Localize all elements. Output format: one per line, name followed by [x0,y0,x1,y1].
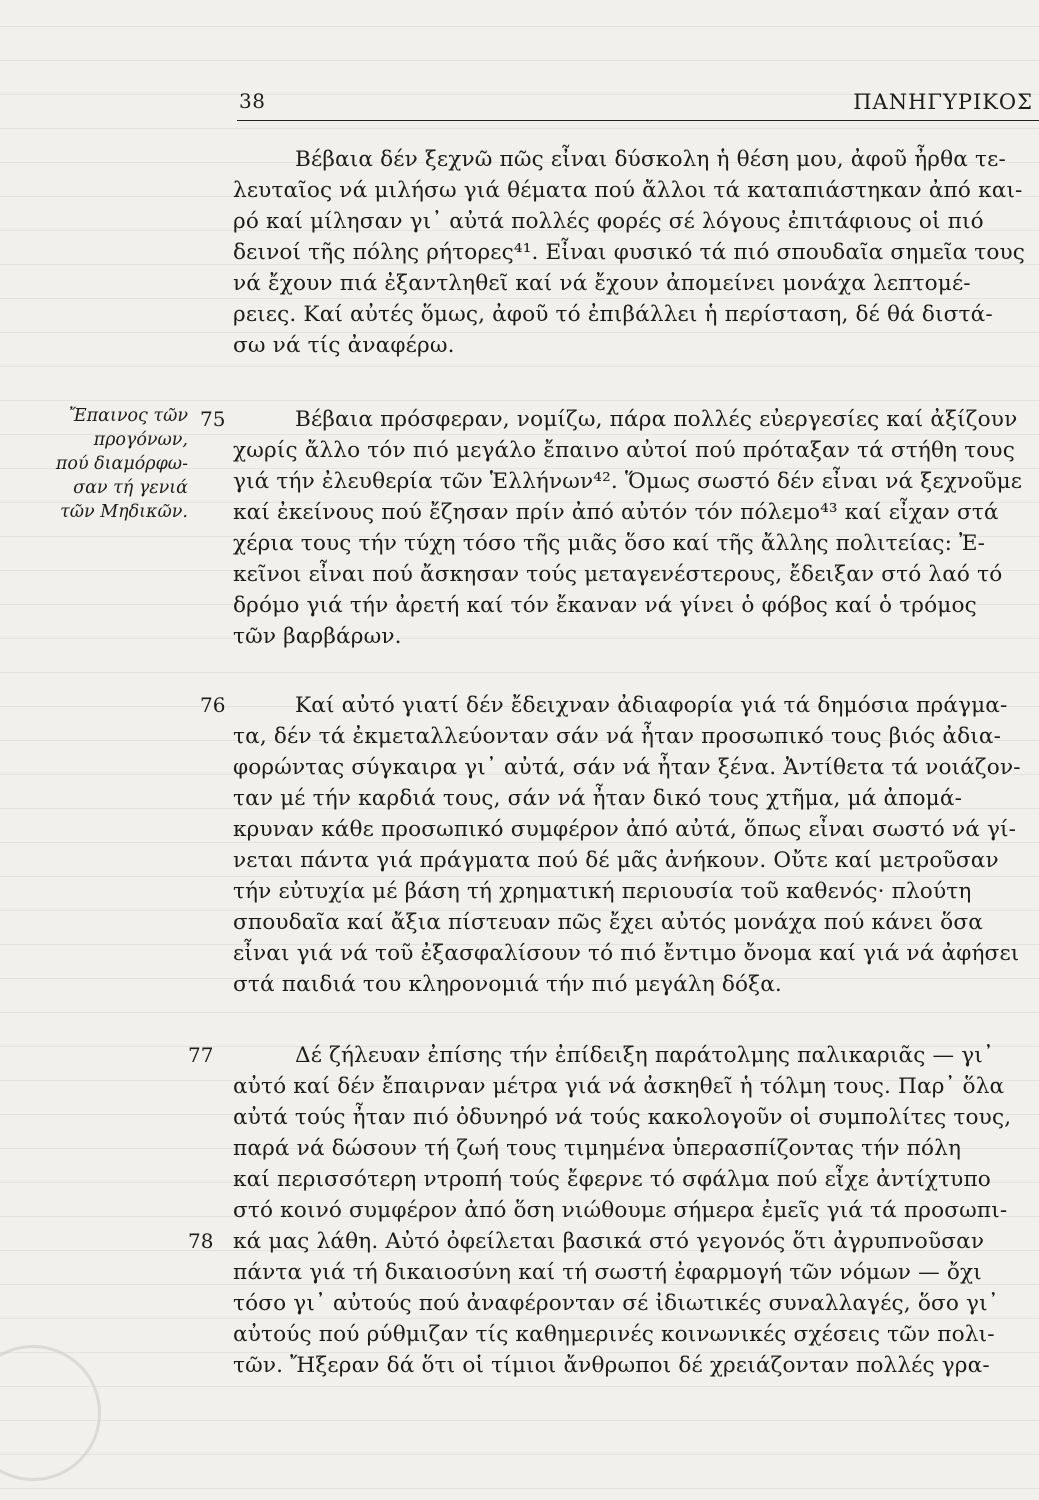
text-line: αὐτό καί δέν ἔπαιρναν μέτρα γιά νά ἀσκηθεῖ ἡ τόλμη τους. Παρ᾽ ὅλα [233,1074,1005,1099]
text-line: στά παιδιά του κληρονομιά τήν πιό μεγάλη δόξα. [233,972,782,997]
text-line: κά μας λάθη. Αὐτό ὀφείλεται βασικά στό γεγονός ὅτι ἀγρυπνοῦσαν [233,1229,985,1254]
margin-note-line: προγόνων, [93,430,188,450]
text-line: τήν εὐτυχία μέ βάση τή χρηματική περιουσία τοῦ καθενός· πλούτη [233,879,972,904]
text-line: κρυναν κάθε προσωπικό συμφέρον ἀπό αὐτά, ὅπως εἶναι σωστό νά γί- [233,817,1017,842]
header-rule [237,120,1039,121]
margin-note-line: σαν τή γενιά [73,478,188,498]
text-line: παρά νά δώσουν τή ζωή τους τιμημένα ὑπερασπίζοντας τήν πόλη [233,1136,962,1161]
text-line: αὐτά τούς ἦταν πιό ὀδυνηρό νά τούς κακολογοῦν οἱ συμπολίτες τους, [233,1105,1012,1130]
text-line: νά ἔχουν πιά ἐξαντληθεῖ καί νά ἔχουν ἀπομείνει μονάχα λεπτομέ- [233,271,971,296]
margin-note-line: Ἔπαινος τῶν [69,406,188,426]
text-line: ταν μέ τήν καρδιά τους, σάν νά ἦταν δικό τους χτῆμα, μά ἀπομά- [233,786,963,811]
running-title: ΠΑΝΗΓΥΡΙΚΟΣ [853,90,1033,114]
text-line: εἶναι γιά νά τοῦ ἐξασφαλίσουν τό πιό ἔντιμο ὄνομα καί γιά νά ἀφήσει [233,941,1020,966]
text-line: δρόμο γιά τήν ἀρετή καί τόν ἔκαναν νά γίνει ὁ φόβος καί ὁ τρόμος [233,593,977,618]
text-line: Βέβαια πρόσφεραν, νομίζω, πάρα πολλές εὐεργεσίες καί ἀξίζουν [295,407,1018,432]
text-line: σω νά τίς ἀναφέρω. [233,333,455,358]
section-number: 78 [188,1229,214,1253]
text-line: κεῖνοι εἶναι πού ἄσκησαν τούς μεταγενέστερους, ἔδειξαν στό λαό τό [233,562,1003,587]
section-number: 76 [200,693,226,717]
text-line: τα, δέν τά ἐκμεταλλεύονταν σάν νά ἦταν προσωπικό τους βιός ἀδια- [233,724,1002,749]
text-line: νεται πάντα γιά πράγματα πού δέ μᾶς ἀνήκουν. Οὔτε καί μετροῦσαν [233,848,999,873]
text-line: χωρίς ἄλλο τόν πιό μεγάλο ἔπαινο αὐτοί πού πρόταξαν τά στήθη τους [233,438,1015,463]
text-line: καί ἐκείνους πού ἔζησαν πρίν ἀπό αὐτόν τόν πόλεμο⁴³ καί εἶχαν στά [233,500,999,525]
text-line: σπουδαῖα καί ἄξια πίστευαν πῶς ἔχει αὐτός μονάχα πού κάνει ὅσα [233,910,983,935]
text-line: Καί αὐτό γιατί δέν ἔδειχναν ἀδιαφορία γιά τά δημόσια πράγμα- [295,693,1008,718]
text-line: ρειες. Καί αὐτές ὅμως, ἀφοῦ τό ἐπιβάλλει ἡ περίσταση, δέ θά διστά- [233,302,993,327]
text-line: ρό καί μίλησαν γι᾽ αὐτά πολλές φορές σέ λόγους ἐπιτάφιους οἱ πιό [233,209,984,234]
text-line: πάντα γιά τή δικαιοσύνη καί τή σωστή ἐφαρμογή τῶν νόμων — ὄχι [233,1260,982,1285]
library-stamp [0,1345,101,1481]
margin-note [38,404,188,524]
text-line: δεινοί τῆς πόλης ρήτορες⁴¹. Εἶναι φυσικό τά πιό σπουδαῖα σημεῖα τους [233,240,1026,265]
margin-note-line: τῶν Μηδικῶν. [60,502,188,522]
page-number: 38 [239,89,266,113]
text-line: τῶν βαρβάρων. [233,624,402,649]
text-line: καί περισσότερη ντροπή τούς ἔφερνε τό σφάλμα πού εἶχε ἀντίχτυπο [233,1167,991,1192]
text-line: τόσο γι᾽ αὐτούς πού ἀναφέρονταν σέ ἰδιωτικές συναλλαγές, ὅσο γι᾽ [233,1291,999,1316]
text-line: αὐτούς πού ρύθμιζαν τίς καθημερινές κοινωνικές σχέσεις τῶν πολι- [233,1322,995,1347]
text-line: στό κοινό συμφέρον ἀπό ὅση νιώθουμε σήμερα ἐμεῖς γιά τά προσωπι- [233,1198,1008,1223]
text-line: γιά τήν ἐλευθερία τῶν Ἑλλήνων⁴². Ὅμως σωστό δέν εἶναι νά ξεχνοῦμε [233,469,1023,494]
text-line: φορώντας σύγκαιρα γι᾽ αὐτά, σάν νά ἦταν ξένα. Ἀντίθετα τά νοιάζον- [233,755,1021,780]
text-line: Δέ ζήλευαν ἐπίσης τήν ἐπίδειξη παράτολμης παλικαριᾶς — γι᾽ [295,1043,994,1068]
section-number: 75 [200,407,226,431]
text-line: τῶν. Ἤξεραν δά ὅτι οἱ τίμιοι ἄνθρωποι δέ χρειάζονταν πολλές γρα- [233,1353,990,1378]
text-line: χέρια τους τήν τύχη τόσο τῆς μιᾶς ὅσο καί τῆς ἄλλης πολιτείας: Ἐ- [233,531,986,556]
text-line: Βέβαια δέν ξεχνῶ πῶς εἶναι δύσκολη ἡ θέση μου, ἀφοῦ ἦρθα τε- [295,147,1006,172]
margin-note-line: πού διαμόρφω- [55,454,188,474]
section-number: 77 [188,1043,214,1067]
text-line: λευταῖος νά μιλήσω γιά θέματα πού ἄλλοι τά καταπιάστηκαν ἀπό και- [233,178,1023,203]
